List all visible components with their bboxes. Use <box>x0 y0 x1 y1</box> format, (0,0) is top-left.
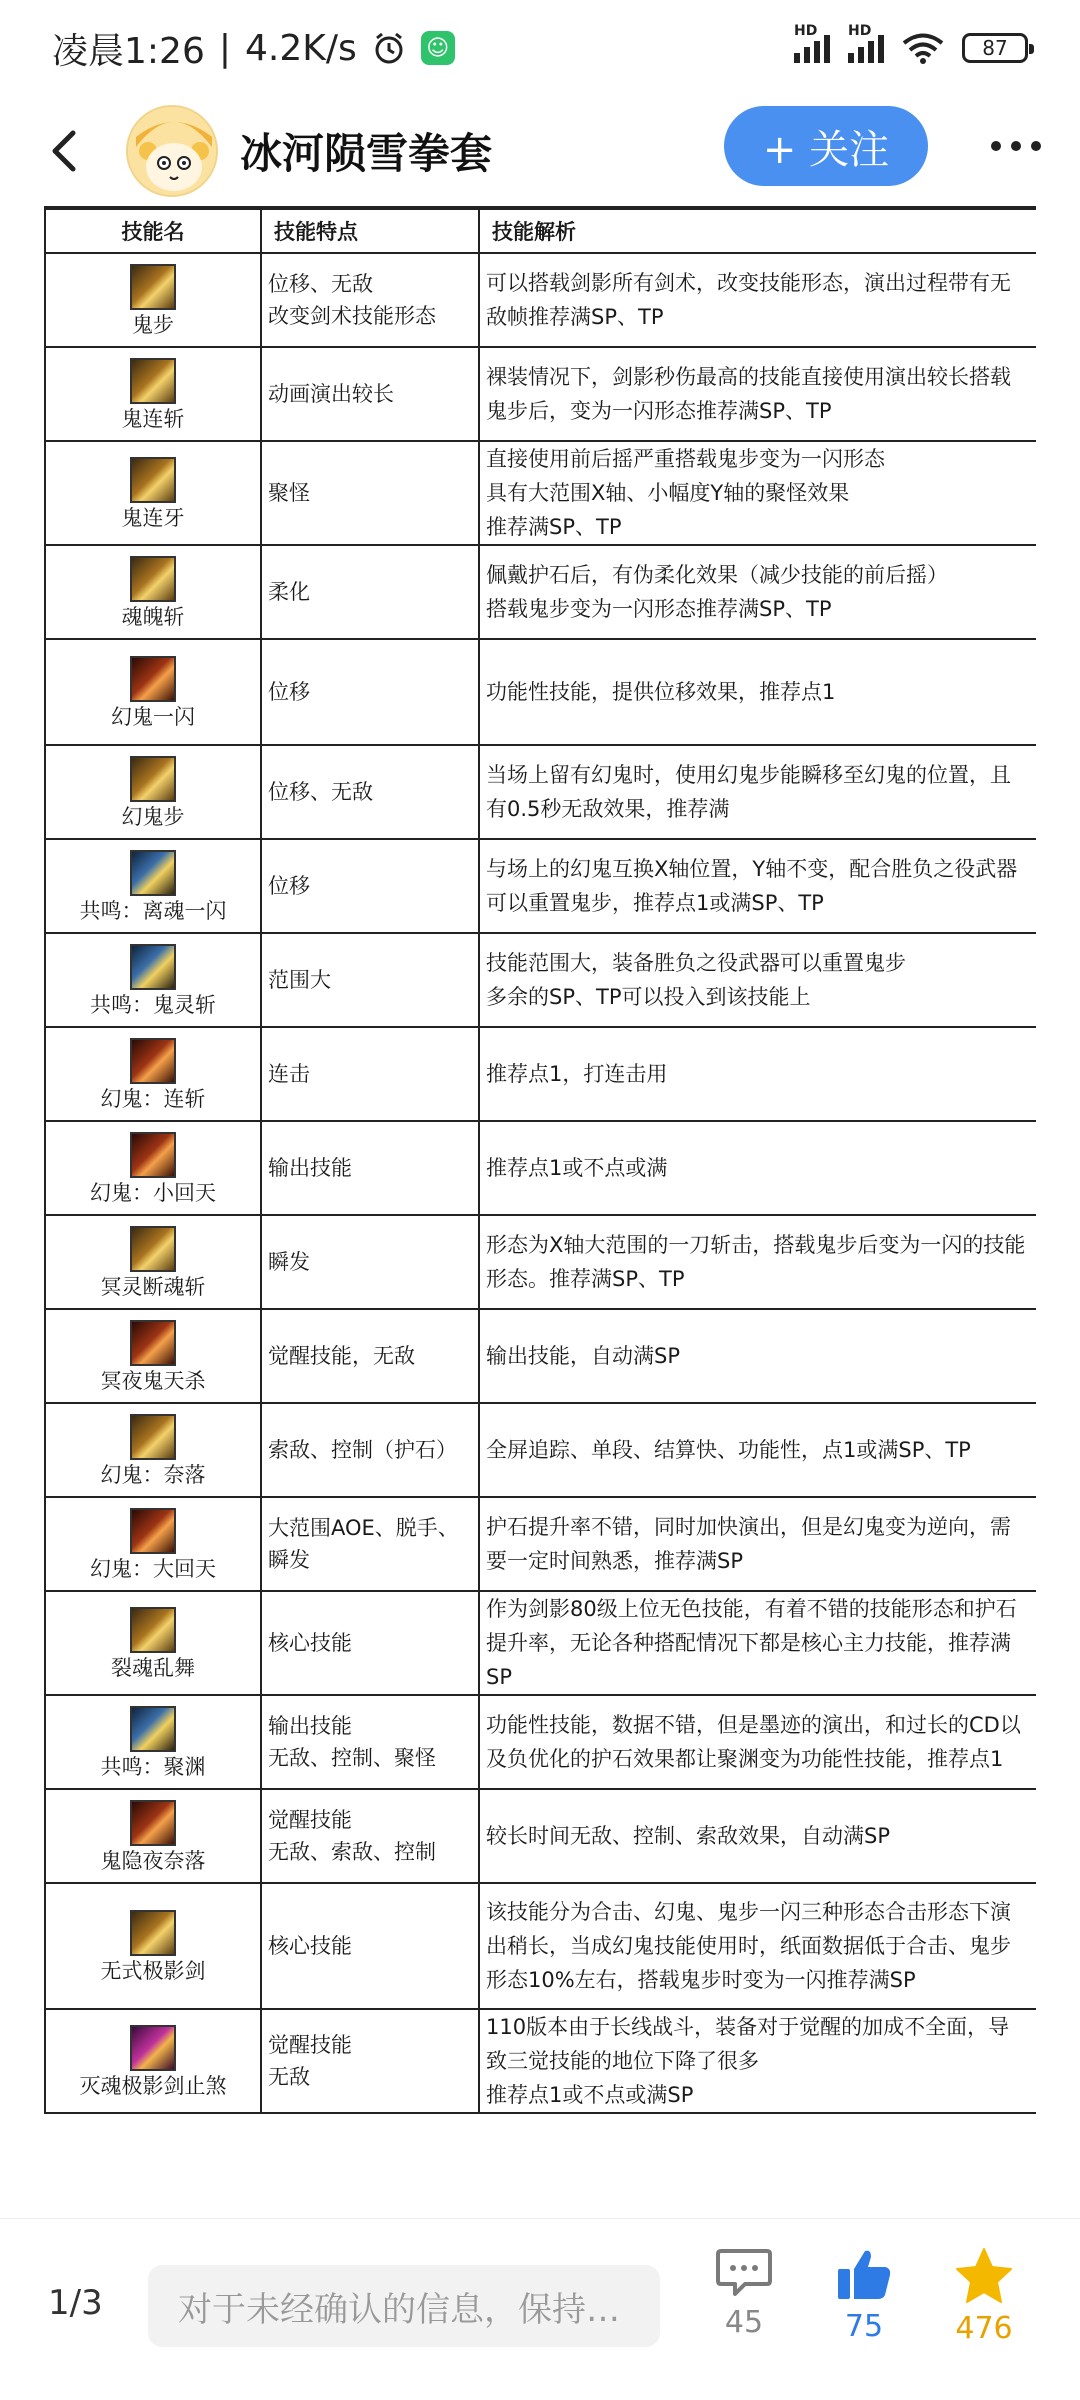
status-bar <box>0 0 1080 96</box>
skill-description: 直接使用前后摇严重搭载鬼步变为一闪形态 具有大范围X轴、小幅度Y轴的聚怪效果 推荐满SP、TP <box>479 441 1036 545</box>
skill-icon <box>130 656 176 702</box>
skill-name: 共鸣：鬼灵斩 <box>90 993 216 1017</box>
skill-name-cell <box>45 347 261 441</box>
skill-feature: 觉醒技能，无敌 <box>261 1309 479 1403</box>
skill-feature: 动画演出较长 <box>261 347 479 441</box>
skill-description: 功能性技能，提供位移效果，推荐点1 <box>479 639 1036 745</box>
table-row <box>45 2009 1036 2113</box>
skill-description: 全屏追踪、单段、结算快、功能性，点1或满SP、TP <box>479 1403 1036 1497</box>
skill-name-cell <box>45 1121 261 1215</box>
skill-description: 当场上留有幻鬼时，使用幻鬼步能瞬移至幻鬼的位置，且有0.5秒无敌效果，推荐满 <box>479 745 1036 839</box>
skill-name-cell <box>45 1215 261 1309</box>
skill-icon <box>130 756 176 802</box>
skill-description: 与场上的幻鬼互换X轴位置，Y轴不变，配合胜负之役武器可以重置鬼步，推荐点1或满SP、TP <box>479 839 1036 933</box>
signal-icon-1 <box>794 23 830 63</box>
skill-icon <box>130 850 176 896</box>
skill-feature: 核心技能 <box>261 1591 479 1695</box>
skill-name-cell <box>45 441 261 545</box>
skill-description: 裸装情况下，剑影秒伤最高的技能直接使用演出较长搭载鬼步后，变为一闪形态推荐满SP、TP <box>479 347 1036 441</box>
skill-feature: 连击 <box>261 1027 479 1121</box>
skill-name: 裂魂乱舞 <box>111 1656 195 1680</box>
battery-icon <box>962 33 1028 63</box>
dot-icon <box>1031 141 1041 151</box>
skill-icon <box>130 1508 176 1554</box>
page-indicator: 1/3 <box>48 2283 103 2323</box>
skill-name-cell <box>45 839 261 933</box>
table-row <box>45 1497 1036 1591</box>
skill-name-cell <box>45 1789 261 1883</box>
skill-icon <box>130 1226 176 1272</box>
app-notification-icon: ☺ <box>421 31 455 65</box>
skill-name-cell <box>45 2009 261 2113</box>
comment-icon <box>715 2247 773 2299</box>
skill-feature: 核心技能 <box>261 1883 479 2009</box>
star-icon <box>954 2247 1014 2305</box>
skill-icon <box>130 556 176 602</box>
avatar-image <box>128 107 218 197</box>
signal-icon-2 <box>848 23 884 63</box>
skill-name-cell <box>45 1591 261 1695</box>
more-options-button[interactable] <box>976 116 1056 176</box>
skill-name-cell <box>45 1497 261 1591</box>
column-header: 技能特点 <box>261 209 479 253</box>
avatar[interactable] <box>126 105 218 197</box>
table-row <box>45 1215 1036 1309</box>
table-row <box>45 1309 1036 1403</box>
skill-feature: 觉醒技能 无敌 <box>261 2009 479 2113</box>
like-button[interactable] <box>814 2247 914 2344</box>
thumbs-up-icon <box>835 2247 893 2303</box>
skill-name-cell <box>45 1695 261 1789</box>
column-header: 技能解析 <box>479 209 1036 253</box>
skill-icon <box>130 1607 176 1653</box>
favorite-button[interactable] <box>934 2247 1034 2346</box>
table-row <box>45 1695 1036 1789</box>
favorites-count: 476 <box>955 2311 1013 2346</box>
skill-icon <box>130 2025 176 2071</box>
skill-name: 鬼连斩 <box>121 407 185 431</box>
skill-icon <box>130 1320 176 1366</box>
hd-label: HD <box>794 23 818 39</box>
skill-feature: 位移 <box>261 839 479 933</box>
table-row <box>45 347 1036 441</box>
skill-name-cell <box>45 1309 261 1403</box>
skill-name: 冥夜鬼天杀 <box>100 1369 206 1393</box>
skill-name: 鬼步 <box>132 313 174 337</box>
skill-icon <box>130 358 176 404</box>
skill-feature: 位移、无敌 改变剑术技能形态 <box>261 253 479 347</box>
hd-label: HD <box>848 23 872 39</box>
skill-name: 幻鬼一闪 <box>111 705 195 729</box>
skill-name: 鬼隐夜奈落 <box>100 1849 206 1873</box>
table-row <box>45 441 1036 545</box>
skill-description: 形态为X轴大范围的一刀斩击，搭载鬼步后变为一闪的技能形态。推荐满SP、TP <box>479 1215 1036 1309</box>
skill-description: 护石提升率不错，同时加快演出，但是幻鬼变为逆向，需要一定时间熟悉，推荐满SP <box>479 1497 1036 1591</box>
skill-icon <box>130 264 176 310</box>
comment-input[interactable]: 对于未经确认的信息，保持… <box>148 2265 660 2347</box>
skill-description: 作为剑影80级上位无色技能，有着不错的技能形态和护石提升率，无论各种搭配情况下都是核心主力技能，推荐满SP <box>479 1591 1036 1695</box>
skill-icon <box>130 1038 176 1084</box>
skill-description: 可以搭载剑影所有剑术，改变技能形态，演出过程带有无敌帧推荐满SP、TP <box>479 253 1036 347</box>
skill-description: 功能性技能，数据不错，但是墨迹的演出，和过长的CD以及负优化的护石效果都让聚渊变为功能性技能，推荐点1 <box>479 1695 1036 1789</box>
skill-description: 推荐点1或不点或满 <box>479 1121 1036 1215</box>
table-row <box>45 1403 1036 1497</box>
skill-name: 鬼连牙 <box>121 506 185 530</box>
skill-name: 幻鬼：奈落 <box>100 1463 206 1487</box>
skill-name: 幻鬼：小回天 <box>90 1181 216 1205</box>
skill-feature: 大范围AOE、脱手、瞬发 <box>261 1497 479 1591</box>
skill-icon <box>130 1414 176 1460</box>
chevron-left-icon <box>49 129 79 173</box>
skill-feature: 索敌、控制（护石） <box>261 1403 479 1497</box>
skill-description: 技能范围大，装备胜负之役武器可以重置鬼步 多余的SP、TP可以投入到该技能上 <box>479 933 1036 1027</box>
comments-button[interactable] <box>694 2247 794 2340</box>
skills-table-image <box>44 206 1036 2218</box>
table-row <box>45 1121 1036 1215</box>
page-title: 冰河陨雪拳套 <box>240 129 493 178</box>
skill-name-cell <box>45 545 261 639</box>
skills-table <box>44 208 1036 2114</box>
likes-count: 75 <box>844 2309 884 2344</box>
comments-count: 45 <box>724 2305 764 2340</box>
skill-name-cell <box>45 1883 261 2009</box>
alarm-icon <box>371 30 407 66</box>
skill-name-cell <box>45 1027 261 1121</box>
status-left <box>52 23 455 74</box>
skill-description: 推荐点1，打连击用 <box>479 1027 1036 1121</box>
skill-name: 共鸣：离魂一闪 <box>79 899 227 923</box>
column-header: 技能名 <box>45 209 261 253</box>
skill-name: 灭魂极影剑止煞 <box>79 2074 227 2098</box>
table-row <box>45 839 1036 933</box>
status-right <box>794 23 1028 64</box>
status-time: 凌晨1:26 <box>52 30 205 72</box>
table-row <box>45 1591 1036 1695</box>
header <box>0 96 1080 206</box>
skill-name: 幻鬼：连斩 <box>100 1087 206 1111</box>
skill-name-cell <box>45 745 261 839</box>
skill-feature: 输出技能 无敌、控制、聚怪 <box>261 1695 479 1789</box>
network-speed: 4.2K/s <box>244 27 357 69</box>
skill-feature: 瞬发 <box>261 1215 479 1309</box>
skill-name: 魂魄斩 <box>121 605 185 629</box>
skill-icon <box>130 457 176 503</box>
back-button[interactable] <box>24 111 104 191</box>
skill-name-cell <box>45 1403 261 1497</box>
skill-name: 幻鬼步 <box>121 805 185 829</box>
skill-icon <box>130 1706 176 1752</box>
table-row <box>45 1789 1036 1883</box>
table-row <box>45 639 1036 745</box>
skill-name: 无式极影剑 <box>100 1959 206 1983</box>
dot-icon <box>1011 141 1021 151</box>
status-separator: | <box>218 27 231 69</box>
skill-feature: 输出技能 <box>261 1121 479 1215</box>
table-row <box>45 1883 1036 2009</box>
skill-description: 较长时间无敌、控制、索敌效果，自动满SP <box>479 1789 1036 1883</box>
skill-feature: 位移、无敌 <box>261 745 479 839</box>
skill-description: 输出技能，自动满SP <box>479 1309 1036 1403</box>
bottom-bar <box>0 2218 1080 2400</box>
skill-description: 该技能分为合击、幻鬼、鬼步一闪三种形态合击形态下演出稍长，当成幻鬼技能使用时，纸面数据低于合击、鬼步形态10%左右，搭载鬼步时变为一闪推荐满SP <box>479 1883 1036 2009</box>
skill-name: 幻鬼：大回天 <box>90 1557 216 1581</box>
wifi-icon <box>902 32 944 64</box>
skill-name-cell <box>45 933 261 1027</box>
skill-feature: 位移 <box>261 639 479 745</box>
table-row <box>45 933 1036 1027</box>
table-header-row <box>45 209 1036 253</box>
dot-icon <box>991 141 1001 151</box>
skill-name: 冥灵断魂斩 <box>100 1275 206 1299</box>
skill-description: 佩戴护石后，有伪柔化效果（减少技能的前后摇） 搭载鬼步变为一闪形态推荐满SP、TP <box>479 545 1036 639</box>
table-row <box>45 545 1036 639</box>
battery-level: 87 <box>982 36 1008 60</box>
skill-name-cell <box>45 639 261 745</box>
skill-icon <box>130 1800 176 1846</box>
skill-feature: 聚怪 <box>261 441 479 545</box>
skill-icon <box>130 944 176 990</box>
skill-name: 共鸣：聚渊 <box>100 1755 206 1779</box>
table-row <box>45 1027 1036 1121</box>
skill-icon <box>130 1910 176 1956</box>
skill-description: 110版本由于长线战斗，装备对于觉醒的加成不全面，导致三觉技能的地位下降了很多 推荐点1或不点或满SP <box>479 2009 1036 2113</box>
skill-icon <box>130 1132 176 1178</box>
follow-button[interactable]: + 关注 <box>724 106 928 186</box>
skill-feature: 范围大 <box>261 933 479 1027</box>
table-row <box>45 745 1036 839</box>
skill-name-cell <box>45 253 261 347</box>
skill-feature: 柔化 <box>261 545 479 639</box>
table-row <box>45 253 1036 347</box>
skill-feature: 觉醒技能 无敌、索敌、控制 <box>261 1789 479 1883</box>
